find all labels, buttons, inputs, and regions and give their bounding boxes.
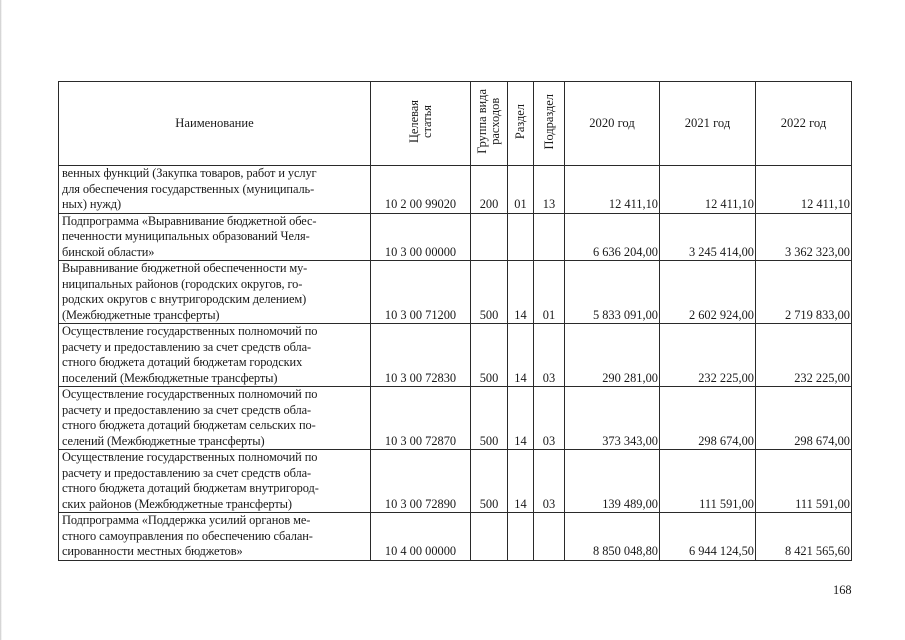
row-subsection-cell: 13 (534, 166, 565, 214)
header-2022: 2022 год (756, 82, 852, 166)
budget-table (58, 81, 852, 561)
row-name-line: стного бюджета дотаций бюджетам сельских по- (62, 418, 316, 432)
row-target-cell: 10 3 00 00000 (371, 213, 471, 261)
table-body (59, 166, 852, 561)
row-section-cell: 14 (508, 387, 534, 450)
row-2021-cell: 298 674,00 (660, 387, 756, 450)
row-name-cell (59, 261, 371, 324)
header-expense-group: Группа вида расходов (471, 82, 508, 166)
row-target-cell: 10 2 00 99020 (371, 166, 471, 214)
row-subsection-cell: 03 (534, 324, 565, 387)
row-2022-cell: 2 719 833,00 (756, 261, 852, 324)
row-section-cell: 14 (508, 324, 534, 387)
row-name-line: селений (Межбюджетные трансферты) (62, 433, 265, 448)
row-2020-cell: 373 343,00 (565, 387, 660, 450)
table-row (59, 213, 852, 261)
row-2022-cell: 3 362 323,00 (756, 213, 852, 261)
row-name-cell (59, 513, 371, 561)
row-subsection-cell: 03 (534, 450, 565, 513)
row-expense-group-cell (471, 213, 508, 261)
row-expense-group-cell: 500 (471, 450, 508, 513)
row-target-cell: 10 3 00 71200 (371, 261, 471, 324)
row-name-line: ских районов (Межбюджетные трансферты) (62, 496, 292, 511)
row-name-line: Осуществление государственных полномочий по (62, 324, 318, 338)
row-section-cell: 14 (508, 450, 534, 513)
row-expense-group-cell: 200 (471, 166, 508, 214)
header-2020: 2020 год (565, 82, 660, 166)
row-name-line: стного бюджета дотаций бюджетам городских (62, 355, 303, 369)
row-name-line: расчету и предоставлению за счет средств обла- (62, 465, 312, 480)
row-section-cell (508, 213, 534, 261)
row-name-line: ниципальных районов (городских округов, го- (62, 276, 303, 291)
header-name: Наименование (59, 82, 371, 166)
row-2021-cell: 12 411,10 (660, 166, 756, 214)
header-section: Раздел (508, 82, 534, 166)
row-section-cell (508, 513, 534, 561)
table-row (59, 324, 852, 387)
row-2022-cell: 12 411,10 (756, 166, 852, 214)
row-2020-cell: 6 636 204,00 (565, 213, 660, 261)
row-name-line: Выравнивание бюджетной обеспеченности му- (62, 261, 308, 275)
table-row (59, 166, 852, 214)
row-name-line: поселений (Межбюджетные трансферты) (62, 370, 278, 385)
row-2021-cell: 111 591,00 (660, 450, 756, 513)
row-section-cell: 01 (508, 166, 534, 214)
table-row (59, 513, 852, 561)
row-name-cell (59, 387, 371, 450)
row-name-line: Подпрограмма «Выравнивание бюджетной обес- (62, 213, 317, 228)
row-name-cell (59, 324, 371, 387)
row-2020-cell: 5 833 091,00 (565, 261, 660, 324)
row-name-line: Осуществление государственных полномочий по (62, 387, 318, 401)
row-target-cell: 10 3 00 72830 (371, 324, 471, 387)
row-expense-group-cell: 500 (471, 324, 508, 387)
row-target-cell: 10 3 00 72870 (371, 387, 471, 450)
row-name-line: расчету и предоставлению за счет средств обла- (62, 339, 312, 354)
table-row (59, 450, 852, 513)
row-name-cell (59, 450, 371, 513)
header-2021: 2021 год (660, 82, 756, 166)
row-2022-cell: 232 225,00 (756, 324, 852, 387)
row-name-line: ных) нужд) (62, 197, 122, 211)
row-name-cell (59, 213, 371, 261)
row-name-line: стного бюджета дотаций бюджетам внутригород- (62, 481, 319, 495)
row-2022-cell: 111 591,00 (756, 450, 852, 513)
page-number: 168 (833, 583, 852, 597)
row-name-line: расчету и предоставлению за счет средств обла- (62, 402, 312, 417)
row-section-cell: 14 (508, 261, 534, 324)
row-name-line: венных функций (Закупка товаров, работ и услуг (62, 166, 317, 180)
row-name-line: (Межбюджетные трансферты) (62, 307, 220, 322)
table-header-row (59, 82, 852, 166)
row-2021-cell: 3 245 414,00 (660, 213, 756, 261)
row-name-line: стного самоуправления по обеспечению сбалан- (62, 528, 313, 543)
row-name-line: Подпрограмма «Поддержка усилий органов ме- (62, 513, 311, 527)
row-subsection-cell: 03 (534, 387, 565, 450)
row-name-cell (59, 166, 371, 214)
row-name-line: бинской области» (62, 244, 155, 259)
row-subsection-cell (534, 513, 565, 561)
row-name-line: сированности местных бюджетов» (62, 544, 243, 558)
row-2021-cell: 2 602 924,00 (660, 261, 756, 324)
row-target-cell: 10 3 00 72890 (371, 450, 471, 513)
header-target-article: Целевая статья (371, 82, 471, 166)
row-expense-group-cell (471, 513, 508, 561)
row-2021-cell: 232 225,00 (660, 324, 756, 387)
row-name-line: Осуществление государственных полномочий по (62, 450, 318, 464)
table-row (59, 261, 852, 324)
row-name-line: родских округов с внутригородским делением) (62, 292, 307, 306)
row-expense-group-cell: 500 (471, 387, 508, 450)
row-name-line: для обеспечения государственных (муниципаль- (62, 181, 315, 196)
row-2020-cell: 8 850 048,80 (565, 513, 660, 561)
row-2020-cell: 139 489,00 (565, 450, 660, 513)
row-target-cell: 10 4 00 00000 (371, 513, 471, 561)
row-2021-cell: 6 944 124,50 (660, 513, 756, 561)
row-subsection-cell (534, 213, 565, 261)
page-edge (0, 0, 2, 640)
header-subsection: Подраздел (534, 82, 565, 166)
row-subsection-cell: 01 (534, 261, 565, 324)
row-2022-cell: 298 674,00 (756, 387, 852, 450)
row-expense-group-cell: 500 (471, 261, 508, 324)
table-row (59, 387, 852, 450)
row-2022-cell: 8 421 565,60 (756, 513, 852, 561)
row-name-line: печенности муниципальных образований Челя- (62, 229, 310, 243)
row-2020-cell: 12 411,10 (565, 166, 660, 214)
row-2020-cell: 290 281,00 (565, 324, 660, 387)
